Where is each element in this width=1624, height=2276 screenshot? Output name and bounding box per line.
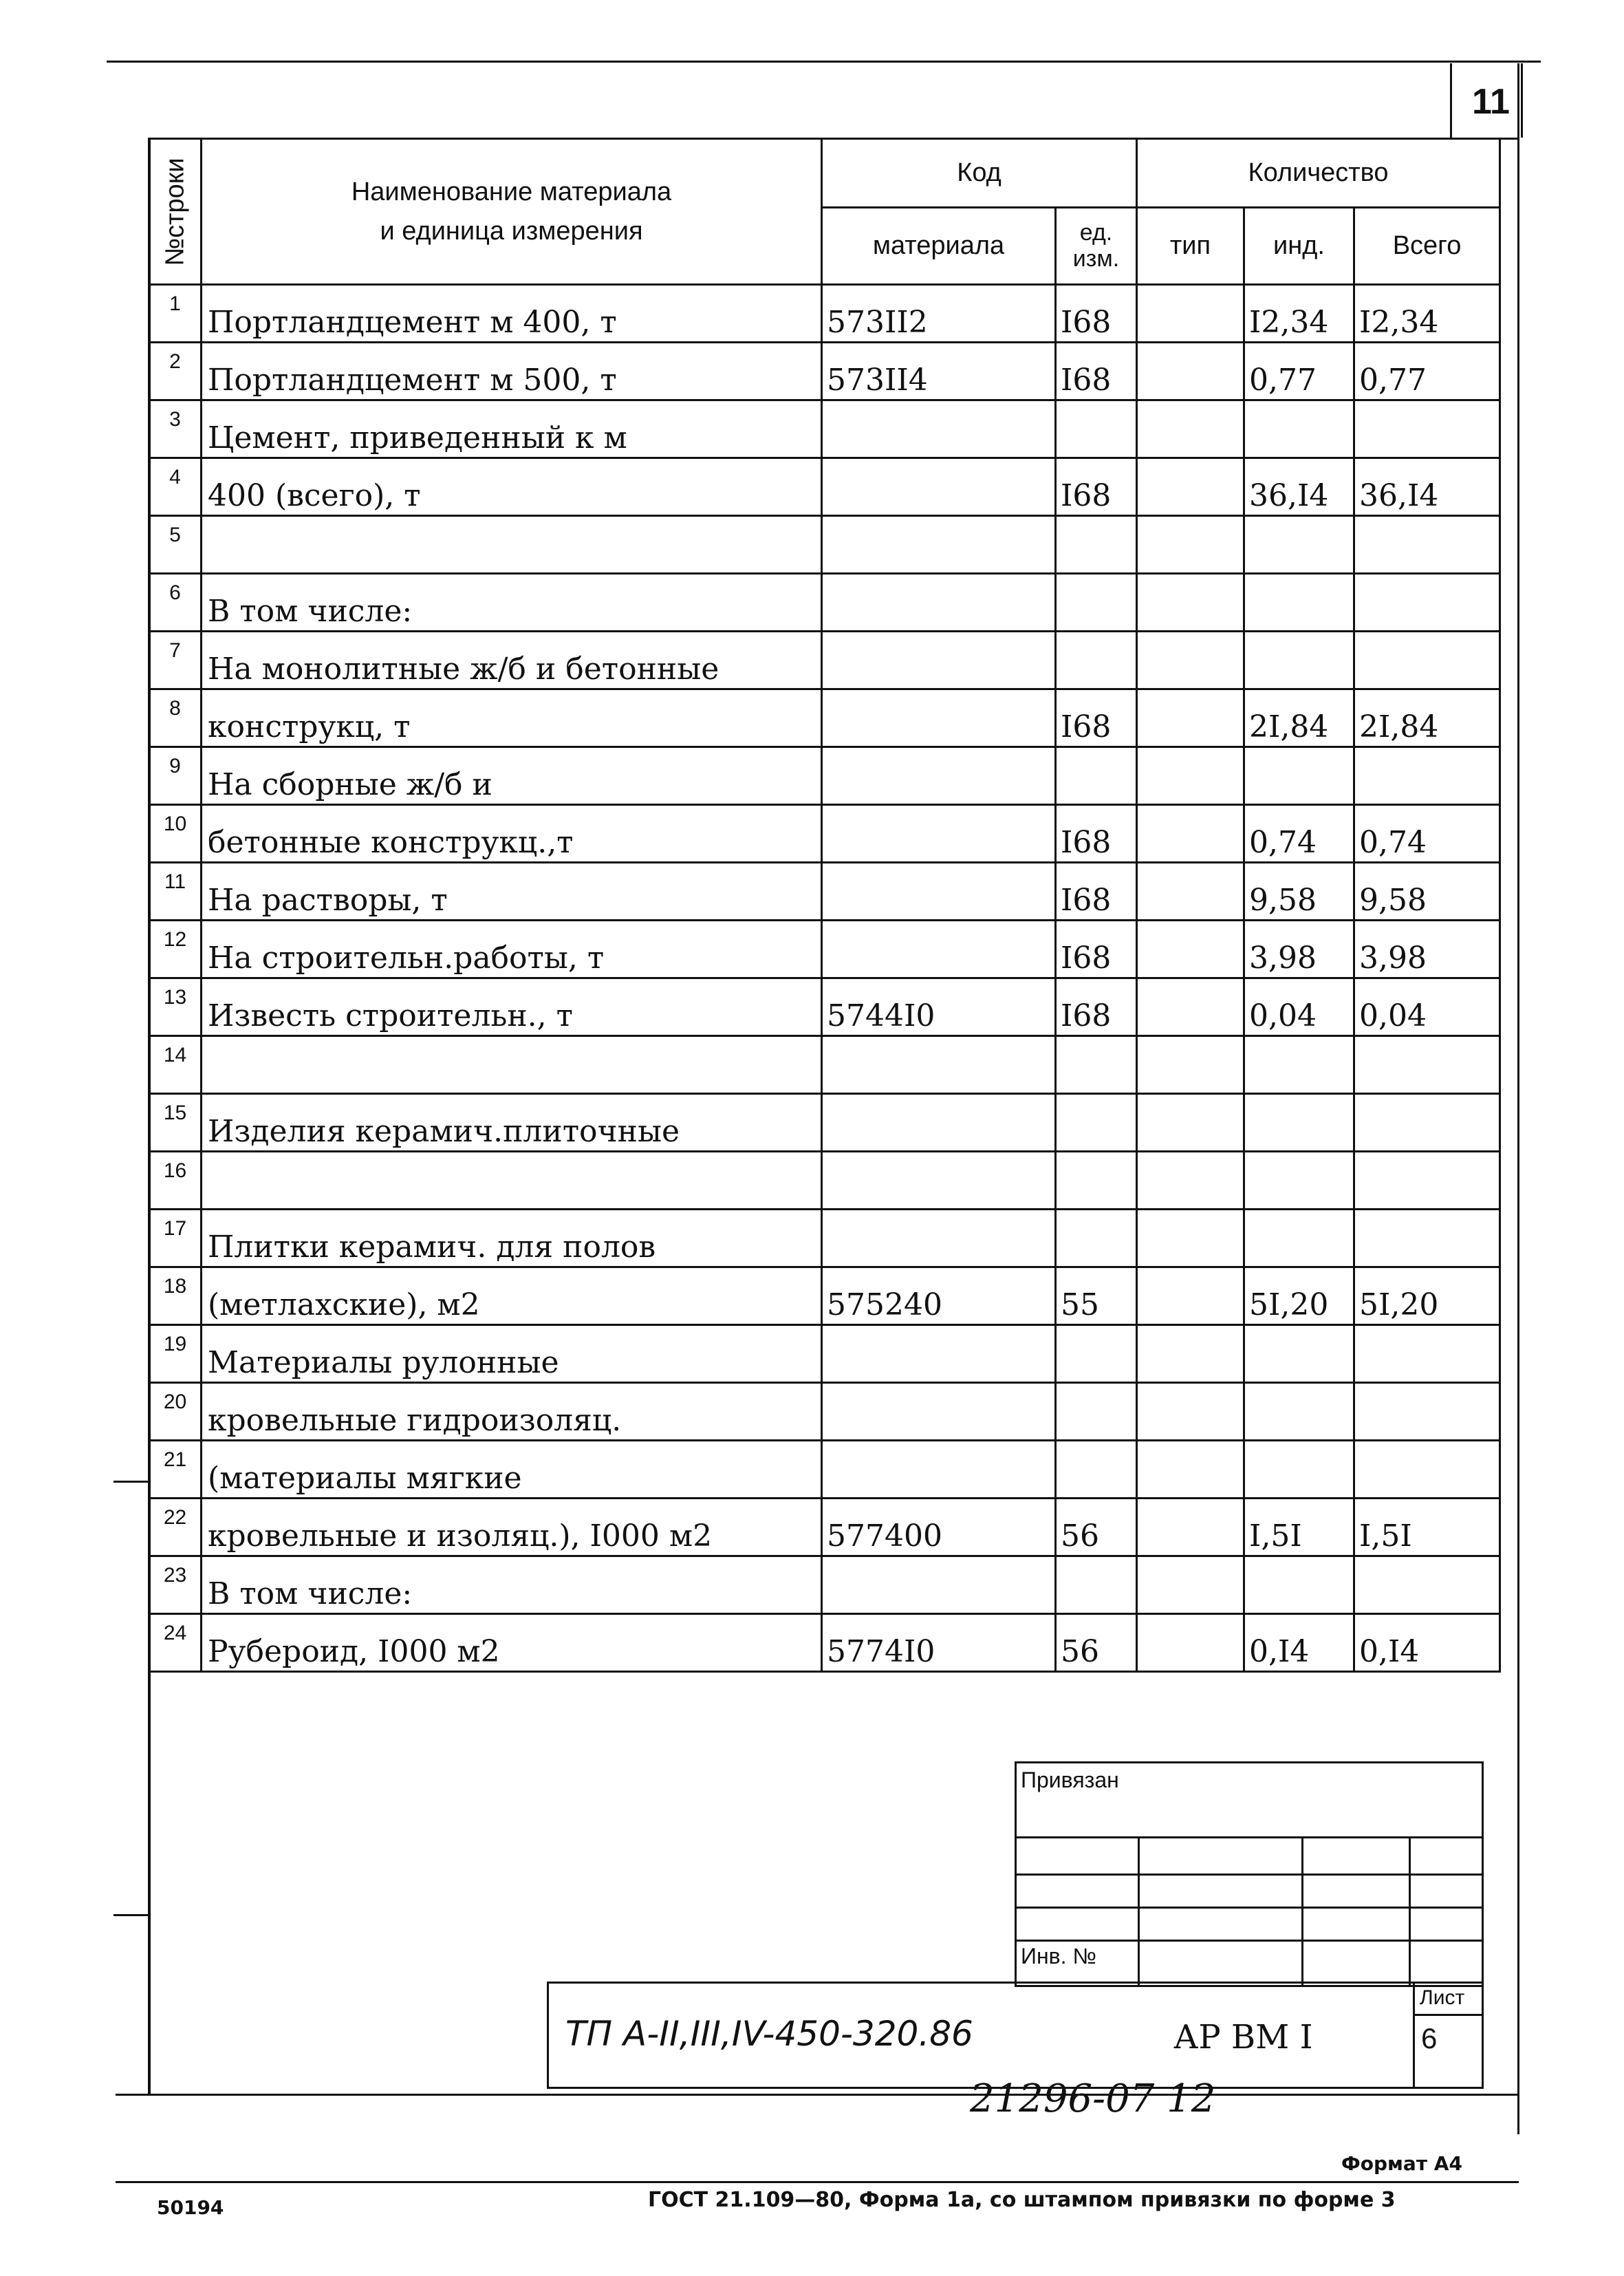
table-row (149, 978, 1500, 1036)
title-block (547, 1982, 1484, 2089)
header-name (202, 139, 822, 285)
unit-code: I68 (1056, 805, 1137, 863)
quantity-ind (1244, 516, 1354, 574)
quantity-ind (1244, 574, 1354, 632)
header-type: тип (1137, 208, 1244, 285)
material-name (202, 516, 822, 574)
material-code (822, 805, 1056, 863)
material-code (822, 516, 1056, 574)
quantity-ind: 0,74 (1244, 805, 1354, 863)
quantity-total: 2I,84 (1354, 689, 1500, 747)
quantity-ind: 2I,84 (1244, 689, 1354, 747)
quantity-ind (1244, 1556, 1354, 1614)
table-row (149, 458, 1500, 516)
quantity-total: 0,04 (1354, 978, 1500, 1036)
quantity-type (1137, 978, 1244, 1036)
quantity-ind (1244, 1036, 1354, 1094)
unit-code: I68 (1056, 921, 1137, 978)
material-code (822, 863, 1056, 921)
row-number: 13 (149, 978, 202, 1036)
material-code (822, 921, 1056, 978)
unit-code (1056, 1036, 1137, 1094)
unit-code: 56 (1056, 1614, 1137, 1672)
title-block-divider (1413, 1984, 1415, 2087)
row-number: 20 (149, 1383, 202, 1441)
table-row (149, 1383, 1500, 1441)
document-title: ТП А-II,III,IV-450-320.86 (565, 2014, 973, 2054)
unit-code: 56 (1056, 1499, 1137, 1556)
quantity-ind (1244, 1152, 1354, 1210)
quantity-ind (1244, 632, 1354, 689)
material-code (822, 458, 1056, 516)
quantity-type (1137, 689, 1244, 747)
quantity-type (1137, 1556, 1244, 1614)
binding-rule-1 (1017, 1836, 1482, 1838)
row-number: 2 (149, 343, 202, 400)
quantity-total: 3,98 (1354, 921, 1500, 978)
material-code: 575240 (822, 1267, 1056, 1325)
quantity-total (1354, 1152, 1500, 1210)
material-code (822, 747, 1056, 805)
material-name: Портландцемент м 500, т (202, 343, 822, 400)
binding-rule-3 (1017, 1907, 1482, 1909)
header-quantity: Количество (1137, 139, 1500, 208)
table-row (149, 747, 1500, 805)
row-number: 5 (149, 516, 202, 574)
material-name: Плитки керамич. для полов (202, 1210, 822, 1267)
material-name: конструкц, т (202, 689, 822, 747)
quantity-total: 0,77 (1354, 343, 1500, 400)
material-name: бетонные конструкц.,т (202, 805, 822, 863)
table-row (149, 805, 1500, 863)
unit-code: I68 (1056, 689, 1137, 747)
material-code: 573II4 (822, 343, 1056, 400)
quantity-ind: 9,58 (1244, 863, 1354, 921)
unit-code: I68 (1056, 458, 1137, 516)
sheet-label: Лист (1420, 1986, 1465, 2009)
row-number: 3 (149, 400, 202, 458)
material-name: Изделия керамич.плиточные (202, 1094, 822, 1152)
unit-code (1056, 747, 1137, 805)
quantity-type (1137, 1210, 1244, 1267)
row-number: 8 (149, 689, 202, 747)
quantity-ind (1244, 1210, 1354, 1267)
header-name-line2: и единица измерения (380, 216, 643, 246)
unit-code: I68 (1056, 863, 1137, 921)
sheet-value: 6 (1421, 2022, 1438, 2054)
header-ind: инд. (1244, 208, 1354, 285)
quantity-ind (1244, 1383, 1354, 1441)
quantity-total: I,5I (1354, 1499, 1500, 1556)
quantity-ind: I,5I (1244, 1499, 1354, 1556)
material-name: В том числе: (202, 574, 822, 632)
header-unit-line1: ед. (1079, 219, 1113, 246)
unit-code: 55 (1056, 1267, 1137, 1325)
material-code (822, 689, 1056, 747)
binding-col-2 (1301, 1836, 1303, 1985)
format-label: Формат А4 (1341, 2152, 1462, 2175)
binding-col-1 (1138, 1836, 1140, 1985)
quantity-total (1354, 1556, 1500, 1614)
quantity-total: 0,I4 (1354, 1614, 1500, 1672)
binding-rule-2 (1017, 1874, 1482, 1876)
header-row-number (149, 139, 202, 285)
bottom-frame-rule (116, 2094, 1519, 2096)
quantity-ind: 3,98 (1244, 921, 1354, 978)
unit-code (1056, 1383, 1137, 1441)
unit-code (1056, 1094, 1137, 1152)
header-row-number-label: №строки (160, 157, 189, 266)
material-name: (материалы мягкие (202, 1441, 822, 1499)
material-code (822, 1210, 1056, 1267)
quantity-total: 5I,20 (1354, 1267, 1500, 1325)
unit-code (1056, 1210, 1137, 1267)
material-name: кровельные гидроизоляц. (202, 1383, 822, 1441)
row-number: 16 (149, 1152, 202, 1210)
document-mark: АР ВМ I (1173, 2018, 1313, 2057)
row-number: 17 (149, 1210, 202, 1267)
quantity-type (1137, 1325, 1244, 1383)
frame-right-edge (1517, 63, 1519, 2134)
unit-code (1056, 1325, 1137, 1383)
table-row (149, 1267, 1500, 1325)
row-number: 4 (149, 458, 202, 516)
header-name-line1: Наименование материала (351, 177, 672, 206)
material-name: Рубероид, I000 м2 (202, 1614, 822, 1672)
quantity-total (1354, 1094, 1500, 1152)
quantity-total (1354, 1383, 1500, 1441)
material-code (822, 400, 1056, 458)
quantity-type (1137, 1094, 1244, 1152)
row-number: 15 (149, 1094, 202, 1152)
table-row (149, 1441, 1500, 1499)
material-code (822, 632, 1056, 689)
material-name: На строительн.работы, т (202, 921, 822, 978)
unit-code (1056, 632, 1137, 689)
quantity-type (1137, 1383, 1244, 1441)
sheet-label-rule (1413, 2014, 1482, 2016)
unit-code (1056, 1441, 1137, 1499)
material-code: 5744I0 (822, 978, 1056, 1036)
table-row (149, 1152, 1500, 1210)
table-row (149, 574, 1500, 632)
material-name: На монолитные ж/б и бетонные (202, 632, 822, 689)
header-material: материала (822, 208, 1056, 285)
row-number: 10 (149, 805, 202, 863)
material-name: Материалы рулонные (202, 1325, 822, 1383)
margin-tick-1 (113, 1481, 151, 1483)
quantity-type (1137, 574, 1244, 632)
quantity-ind: 36,I4 (1244, 458, 1354, 516)
unit-code (1056, 1556, 1137, 1614)
row-number: 6 (149, 574, 202, 632)
material-name: На растворы, т (202, 863, 822, 921)
table-row (149, 1614, 1500, 1672)
quantity-total (1354, 632, 1500, 689)
row-number: 12 (149, 921, 202, 978)
table-row (149, 863, 1500, 921)
quantity-type (1137, 1441, 1244, 1499)
inv-label: Инв. № (1021, 1944, 1096, 1968)
unit-code: I68 (1056, 343, 1137, 400)
binding-col-3 (1409, 1836, 1411, 1985)
binding-label: Привязан (1021, 1768, 1119, 1792)
quantity-type (1137, 285, 1244, 343)
quantity-total: I2,34 (1354, 285, 1500, 343)
material-code (822, 1036, 1056, 1094)
handwritten-number: 21296-07 12 (970, 2076, 1216, 2121)
material-code (822, 574, 1056, 632)
table-row (149, 1036, 1500, 1094)
header-unit-line2: изм. (1072, 245, 1120, 272)
row-number: 11 (149, 863, 202, 921)
table-row (149, 285, 1500, 343)
top-rule (107, 61, 1541, 63)
unit-code (1056, 574, 1137, 632)
unit-code: I68 (1056, 285, 1137, 343)
table-row (149, 1094, 1500, 1152)
material-code (822, 1152, 1056, 1210)
binding-stamp (1015, 1761, 1484, 1987)
material-name: (метлахские), м2 (202, 1267, 822, 1325)
quantity-ind (1244, 1441, 1354, 1499)
material-name: В том числе: (202, 1556, 822, 1614)
quantity-total (1354, 516, 1500, 574)
footer-rule (116, 2181, 1519, 2183)
quantity-total: 36,I4 (1354, 458, 1500, 516)
sheet-number: 11 (1472, 82, 1510, 122)
row-number: 1 (149, 285, 202, 343)
table-row (149, 1210, 1500, 1267)
row-number: 24 (149, 1614, 202, 1672)
quantity-type (1137, 458, 1244, 516)
table-row (149, 400, 1500, 458)
row-number: 22 (149, 1499, 202, 1556)
material-code (822, 1441, 1056, 1499)
material-code: 573II2 (822, 285, 1056, 343)
quantity-ind (1244, 400, 1354, 458)
unit-code (1056, 1152, 1137, 1210)
material-code: 577400 (822, 1499, 1056, 1556)
quantity-type (1137, 343, 1244, 400)
quantity-type (1137, 1152, 1244, 1210)
table-row (149, 1499, 1500, 1556)
quantity-type (1137, 1499, 1244, 1556)
quantity-ind (1244, 1094, 1354, 1152)
quantity-total (1354, 574, 1500, 632)
gost-label: ГОСТ 21.109—80, Форма 1а, со штампом привязки по форме 3 (648, 2188, 1396, 2212)
header-unit (1056, 208, 1137, 285)
table-row (149, 689, 1500, 747)
quantity-total (1354, 1036, 1500, 1094)
table-row (149, 1556, 1500, 1614)
quantity-total (1354, 400, 1500, 458)
quantity-total (1354, 1210, 1500, 1267)
quantity-type (1137, 805, 1244, 863)
table-row (149, 632, 1500, 689)
material-code (822, 1094, 1056, 1152)
quantity-ind (1244, 1325, 1354, 1383)
quantity-ind: 0,77 (1244, 343, 1354, 400)
archive-code: 50194 (157, 2196, 224, 2219)
quantity-type (1137, 921, 1244, 978)
row-number: 14 (149, 1036, 202, 1094)
row-number: 21 (149, 1441, 202, 1499)
quantity-type (1137, 400, 1244, 458)
quantity-type (1137, 747, 1244, 805)
material-code (822, 1325, 1056, 1383)
material-name: Портландцемент м 400, т (202, 285, 822, 343)
binding-rule-4 (1017, 1940, 1482, 1942)
quantity-ind: 5I,20 (1244, 1267, 1354, 1325)
unit-code: I68 (1056, 978, 1137, 1036)
margin-tick-2 (113, 1914, 151, 1916)
header-code: Код (822, 139, 1137, 208)
quantity-type (1137, 1036, 1244, 1094)
table-row (149, 343, 1500, 400)
quantity-type (1137, 516, 1244, 574)
row-number: 9 (149, 747, 202, 805)
row-number: 19 (149, 1325, 202, 1383)
header-total: Всего (1354, 208, 1500, 285)
quantity-ind (1244, 747, 1354, 805)
material-name: кровельные и изоляц.), I000 м2 (202, 1499, 822, 1556)
quantity-total (1354, 747, 1500, 805)
quantity-total: 9,58 (1354, 863, 1500, 921)
material-name: Известь строительн., т (202, 978, 822, 1036)
quantity-total (1354, 1325, 1500, 1383)
quantity-type (1137, 1614, 1244, 1672)
quantity-ind: I2,34 (1244, 285, 1354, 343)
quantity-total (1354, 1441, 1500, 1499)
table-row (149, 1325, 1500, 1383)
unit-code (1056, 516, 1137, 574)
quantity-type (1137, 632, 1244, 689)
material-name: На сборные ж/б и (202, 747, 822, 805)
material-name (202, 1152, 822, 1210)
quantity-type (1137, 863, 1244, 921)
quantity-ind: 0,04 (1244, 978, 1354, 1036)
material-code: 5774I0 (822, 1614, 1056, 1672)
row-number: 18 (149, 1267, 202, 1325)
table-row (149, 516, 1500, 574)
material-name: 400 (всего), т (202, 458, 822, 516)
quantity-type (1137, 1267, 1244, 1325)
table-body (149, 285, 1500, 1672)
row-number: 7 (149, 632, 202, 689)
table-row (149, 921, 1500, 978)
materials-table (148, 138, 1501, 1673)
material-name: Цемент, приведенный к м (202, 400, 822, 458)
material-code (822, 1556, 1056, 1614)
unit-code (1056, 400, 1137, 458)
row-number: 23 (149, 1556, 202, 1614)
material-code (822, 1383, 1056, 1441)
material-name (202, 1036, 822, 1094)
quantity-ind: 0,I4 (1244, 1614, 1354, 1672)
quantity-total: 0,74 (1354, 805, 1500, 863)
